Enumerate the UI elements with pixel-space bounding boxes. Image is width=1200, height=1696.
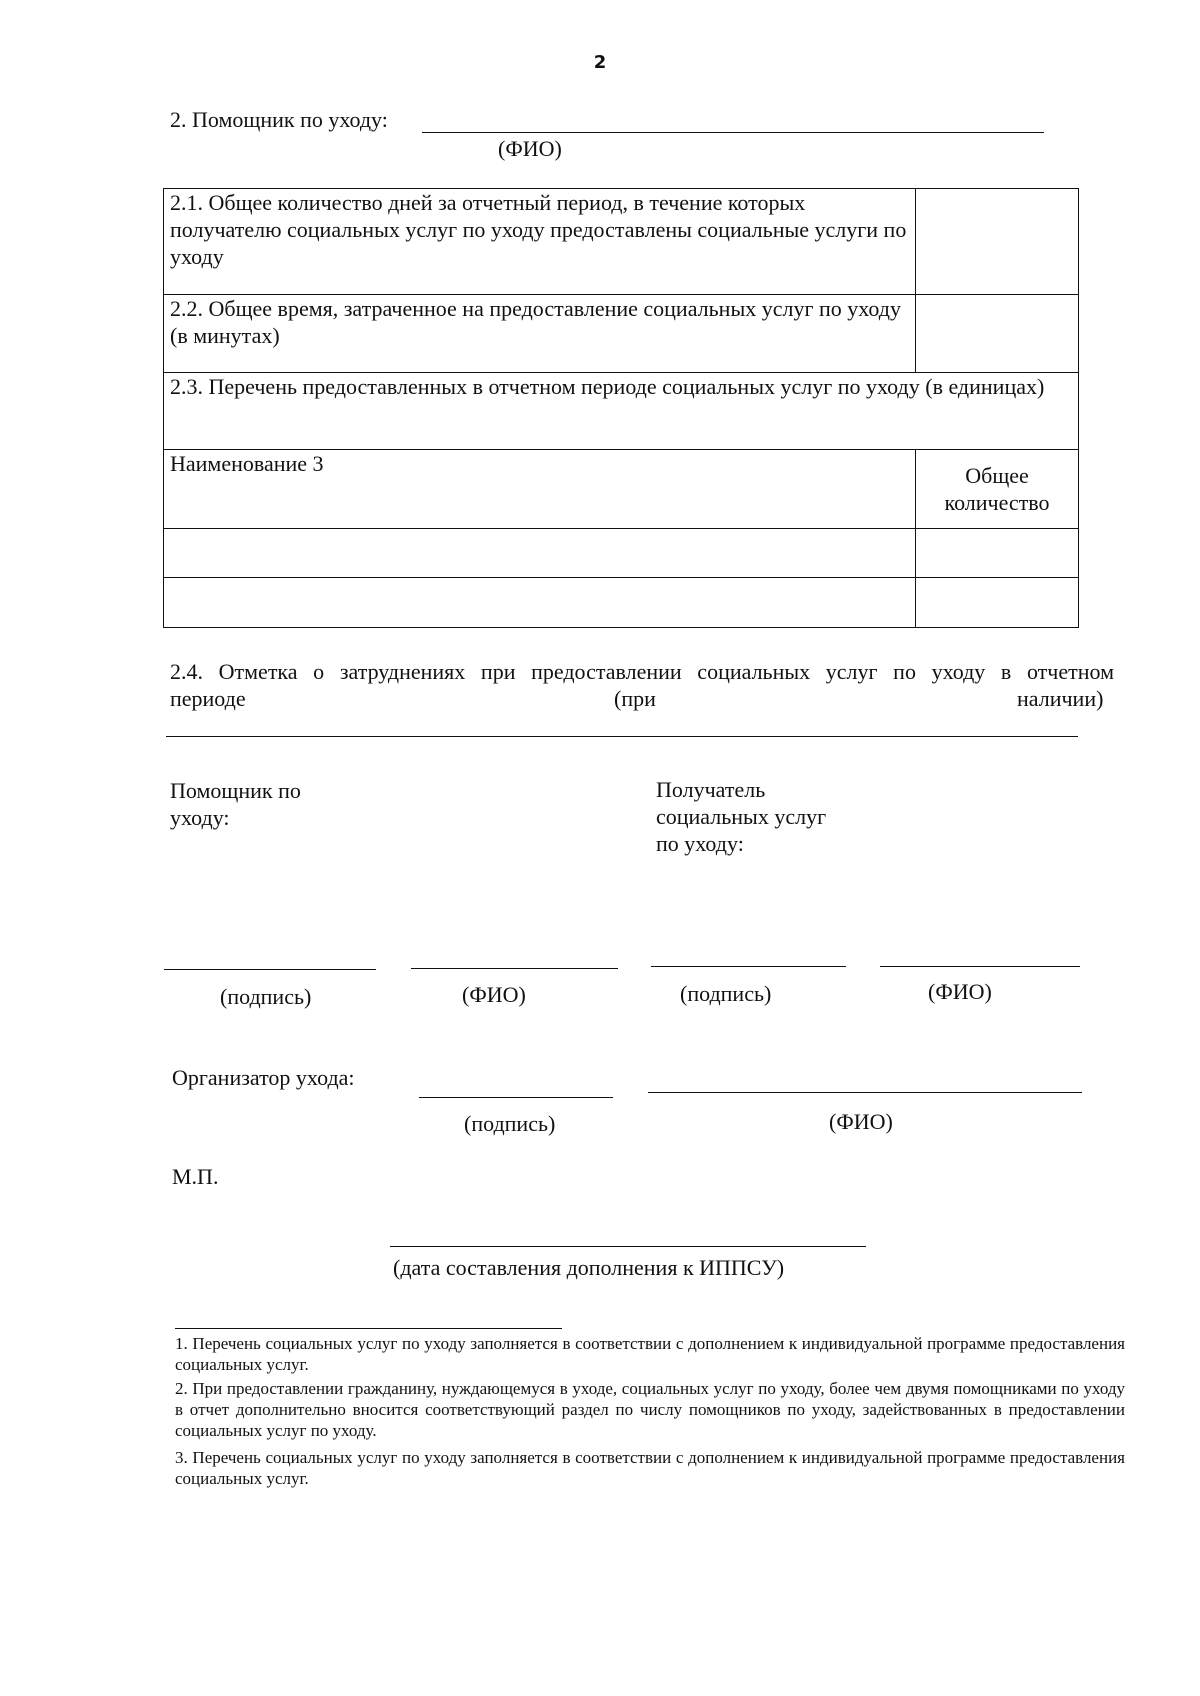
services-table <box>163 188 1079 628</box>
helper-fio-caption-2: (ФИО) <box>462 982 526 1007</box>
helper-label: 2. Помощник по уходу: <box>170 107 388 132</box>
footnote-separator <box>175 1328 562 1329</box>
helper-fio-caption: (ФИО) <box>498 136 562 161</box>
recipient-signature-line[interactable] <box>651 966 846 967</box>
service-name-cell[interactable] <box>164 529 916 578</box>
recipient-fio-line[interactable] <box>880 966 1080 967</box>
footnote-1: 1. Перечень социальных услуг по уходу заполняется в соответствии с дополнением к индивидуальной программе предоставления социальных услуг. <box>175 1334 1125 1374</box>
date-line[interactable] <box>390 1246 866 1247</box>
row-2-1-label: 2.1. Общее количество дней за отчетный период, в течение которых получателю социальных услуг по уходу предоставлены социальные услуги по уходу <box>164 189 916 295</box>
organizer-label: Организатор ухода: <box>172 1065 355 1090</box>
row-2-2-label: 2.2. Общее время, затраченное на предоставление социальных услуг по уходу (в минутах) <box>164 295 916 373</box>
note-2-4-pri: (при <box>614 686 656 711</box>
footnote-3: 3. Перечень социальных услуг по уходу заполняется в соответствии с дополнением к индивидуальной программе предоставления социальных услуг. <box>175 1448 1125 1488</box>
col-total-header: Общее количество <box>916 450 1079 529</box>
row-2-1-value[interactable] <box>916 189 1079 295</box>
row-2-2-value[interactable] <box>916 295 1079 373</box>
note-2-4-line[interactable] <box>166 736 1078 737</box>
footnote-2: 2. При предоставлении гражданину, нуждающемуся в уходе, социальных услуг по уходу, более чем двумя помощниками по уходу в отчет дополнительно вносится соответствующий раздел по числу помощников по уходу, задействованных в предоставлении социальных услуг по уходу. <box>175 1379 1125 1440</box>
date-caption: (дата составления дополнения к ИППСУ) <box>393 1255 785 1280</box>
page-number: 2 <box>593 52 607 73</box>
row-2-3-label: 2.3. Перечень предоставленных в отчетном периоде социальных услуг по уходу (в единицах) <box>164 373 1079 450</box>
organizer-fio-line[interactable] <box>648 1092 1082 1093</box>
helper-fio-line[interactable] <box>411 968 618 969</box>
service-total-cell[interactable] <box>916 578 1079 628</box>
stamp-place-label: М.П. <box>172 1164 219 1189</box>
note-2-4-period: периоде <box>170 686 246 711</box>
service-name-cell[interactable] <box>164 578 916 628</box>
helper-signature-line[interactable] <box>164 969 376 970</box>
recipient-fio-caption: (ФИО) <box>928 979 992 1004</box>
helper-signature-label: Помощник по уходу: <box>170 778 301 830</box>
recipient-signature-caption: (подпись) <box>680 981 772 1006</box>
service-total-cell[interactable] <box>916 529 1079 578</box>
col-name-header: Наименование 3 <box>164 450 916 529</box>
helper-signature-caption: (подпись) <box>220 984 312 1009</box>
organizer-fio-caption: (ФИО) <box>829 1109 893 1134</box>
note-2-4-nalichii: наличии) <box>1017 686 1104 711</box>
note-2-4-line1: 2.4. Отметка о затруднениях при предоставлении социальных услуг по уходу в отчетном <box>170 659 1114 684</box>
organizer-signature-line[interactable] <box>419 1097 613 1098</box>
helper-name-line[interactable] <box>422 132 1044 133</box>
organizer-signature-caption: (подпись) <box>464 1111 556 1136</box>
recipient-signature-label: Получатель социальных услуг по уходу: <box>656 777 827 856</box>
